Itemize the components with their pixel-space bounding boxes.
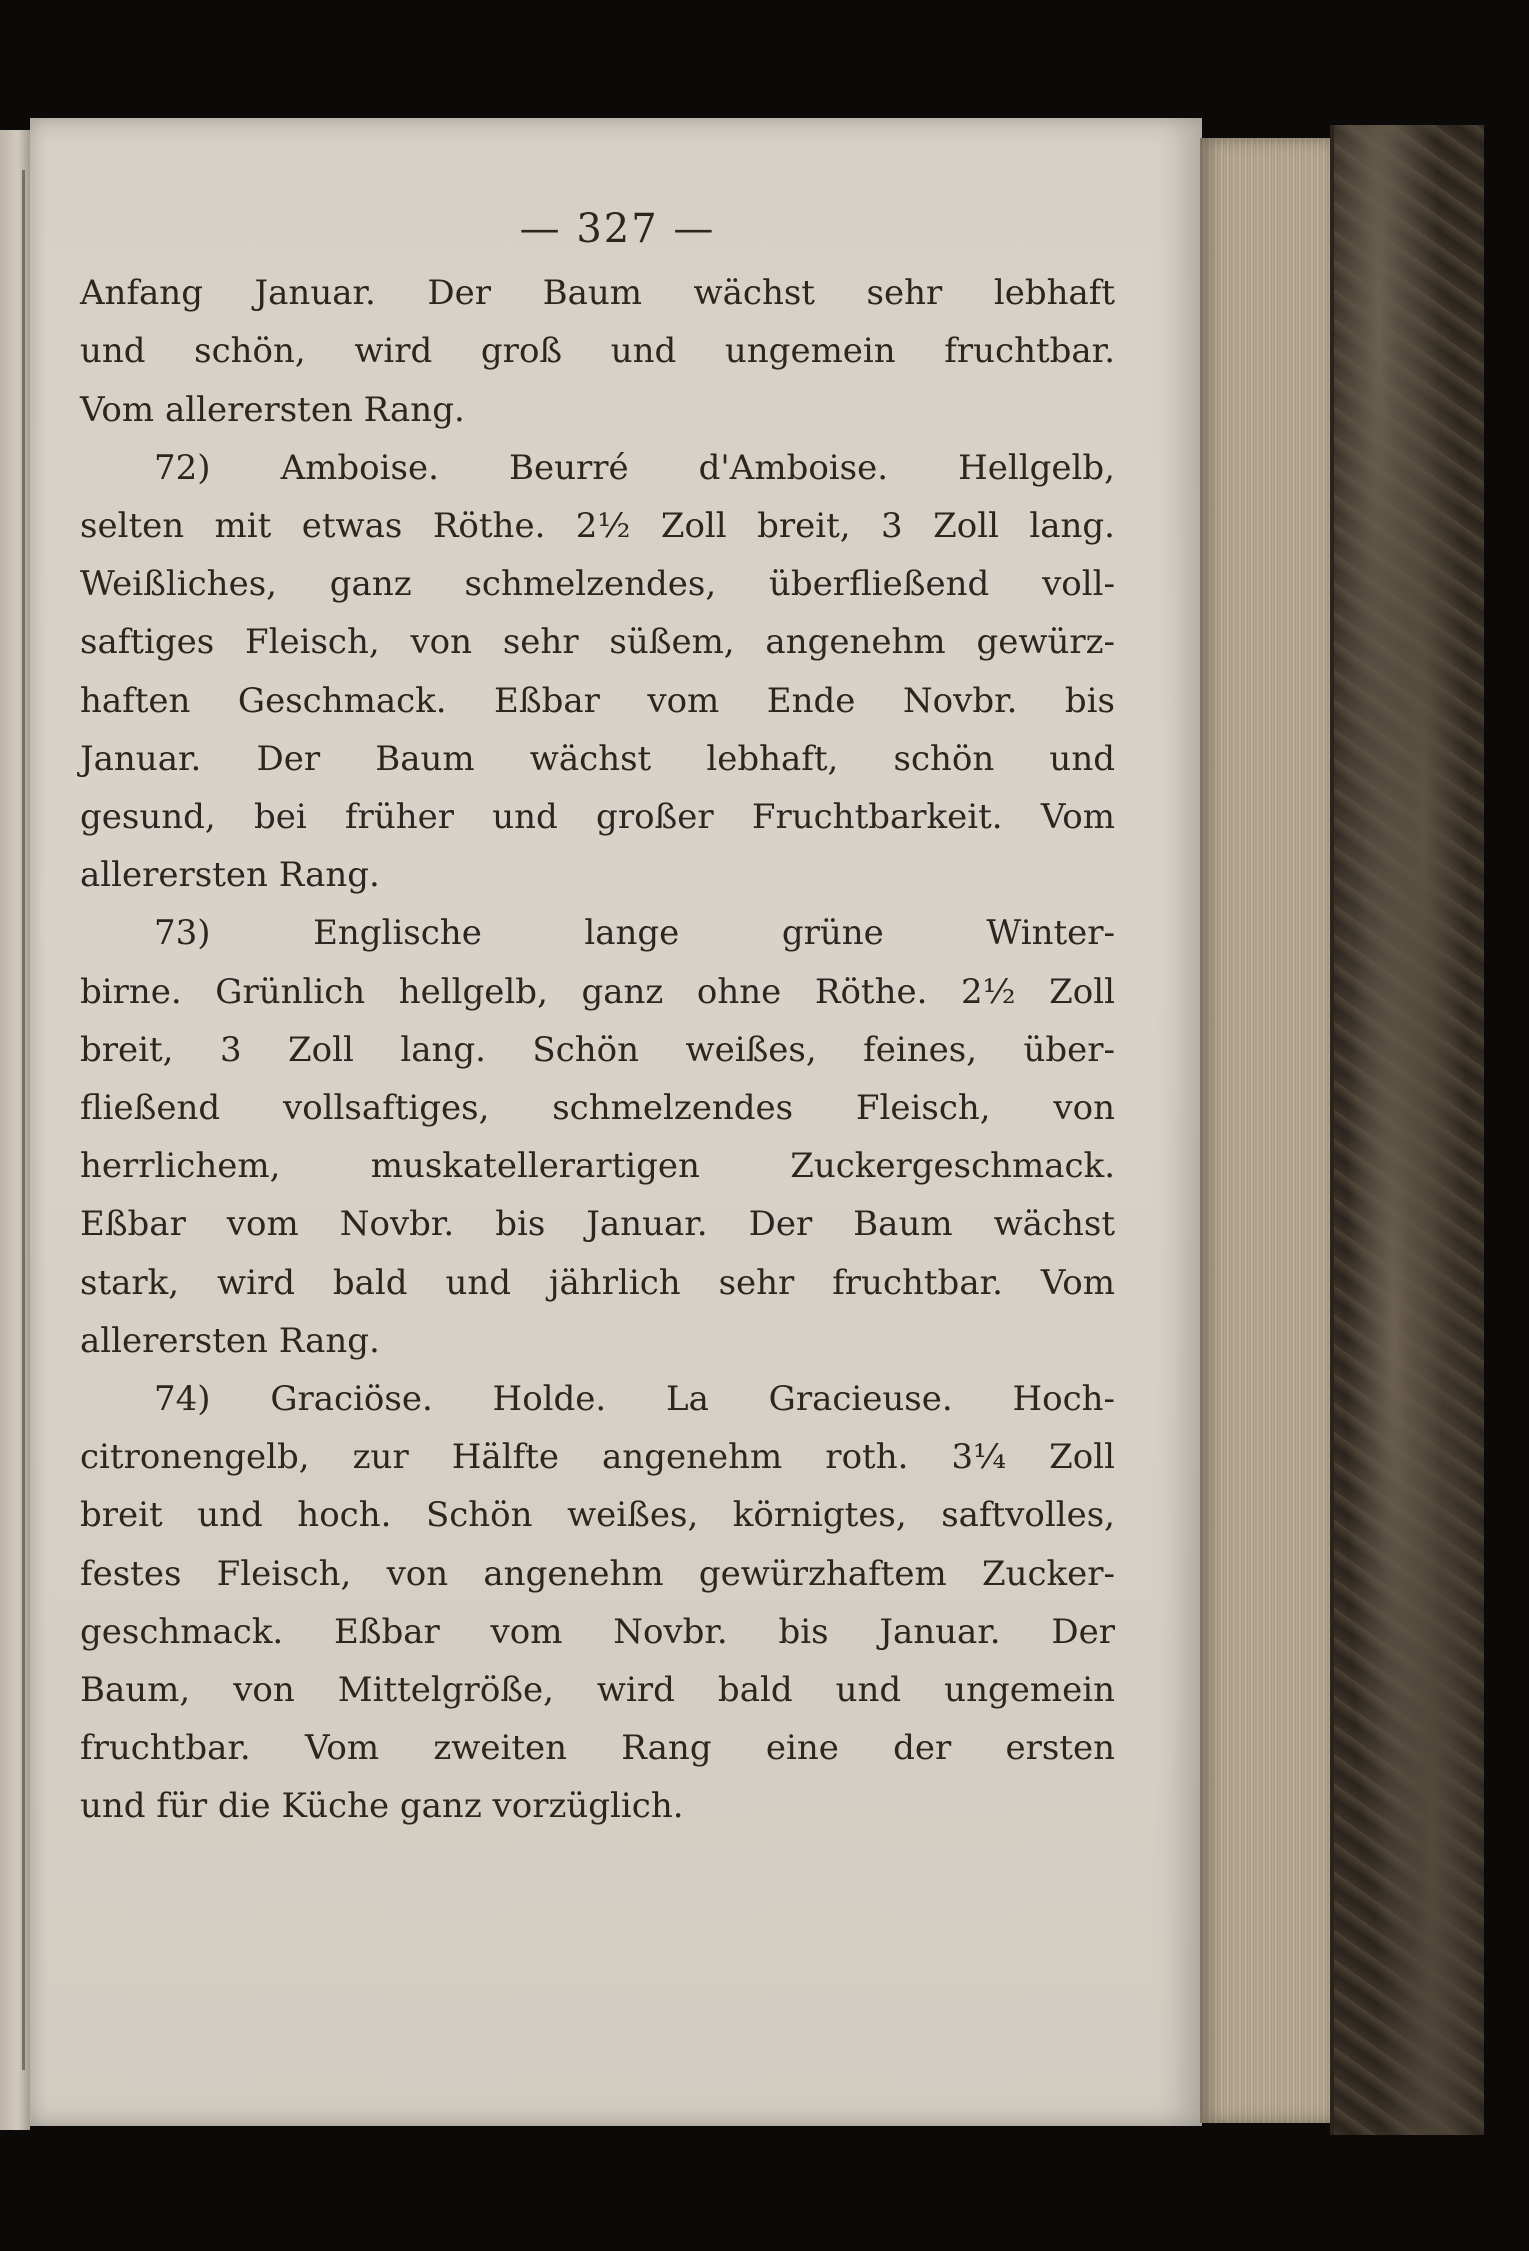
entry-heading-72: 72) Amboise. Beurré d'Amboise. Hellgelb, [154, 447, 1115, 488]
text-line: allerersten Rang. [80, 1320, 380, 1361]
text-line: allerersten Rang. [80, 855, 380, 896]
text-line: breit, 3 Zoll lang. Schön weißes, feines, über- [80, 1029, 1115, 1070]
text-line: Weißliches, ganz schmelzendes, überfließend voll- [80, 564, 1115, 605]
text-line: herrlichem, muskatellerartigen Zuckergeschmack. [80, 1146, 1115, 1187]
text-line: fließend vollsaftiges, schmelzendes Fleisch, von [80, 1088, 1115, 1129]
text-line: Eßbar vom Novbr. bis Januar. Der Baum wächst [80, 1204, 1115, 1245]
text-line: geschmack. Eßbar vom Novbr. bis Januar. Der [80, 1611, 1115, 1652]
text-line: haften Geschmack. Eßbar vom Ende Novbr. bis [80, 680, 1115, 721]
text-line: Januar. Der Baum wächst lebhaft, schön und [80, 738, 1115, 779]
entry-heading-74: 74) Graciöse. Holde. La Gracieuse. Hoch- [154, 1379, 1115, 1420]
text-line: gesund, bei früher und großer Fruchtbarkeit. Vom [80, 797, 1115, 838]
text-line: birne. Grünlich hellgelb, ganz ohne Röthe. 2½ Zoll [80, 971, 1115, 1012]
text-line: Vom allerersten Rang. [80, 389, 465, 430]
text-line: selten mit etwas Röthe. 2½ Zoll breit, 3 Zoll lang. [80, 506, 1115, 547]
text-line: saftiges Fleisch, von sehr süßem, angenehm gewürz- [80, 622, 1115, 663]
page-text [80, 200, 1115, 1836]
gutter-crease [22, 170, 25, 2070]
text-line: fruchtbar. Vom zweiten Rang eine der ersten [80, 1728, 1115, 1769]
text-line: Baum, von Mittelgröße, wird bald und ungemein [80, 1670, 1115, 1711]
text-line: stark, wird bald und jährlich sehr fruchtbar. Vom [80, 1262, 1115, 1303]
text-line: und schön, wird groß und ungemein fruchtbar. [80, 331, 1115, 372]
text-line: breit und hoch. Schön weißes, körnigtes, saftvolles, [80, 1495, 1115, 1536]
text-line: festes Fleisch, von angenehm gewürzhaftem Zucker- [80, 1553, 1115, 1594]
entry-heading-73: 73) Englische lange grüne Winter- [154, 913, 1115, 954]
text-line: Anfang Januar. Der Baum wächst sehr lebhaft [80, 273, 1115, 314]
page-block-edge [1200, 138, 1330, 2123]
page-number: — 327 — [519, 206, 716, 252]
left-page-edge [0, 130, 30, 2130]
marbled-cover [1330, 125, 1484, 2135]
text-line: citronengelb, zur Hälfte angenehm roth. 3¼ Zoll [80, 1437, 1115, 1478]
text-line: und für die Küche ganz vorzüglich. [80, 1786, 684, 1827]
